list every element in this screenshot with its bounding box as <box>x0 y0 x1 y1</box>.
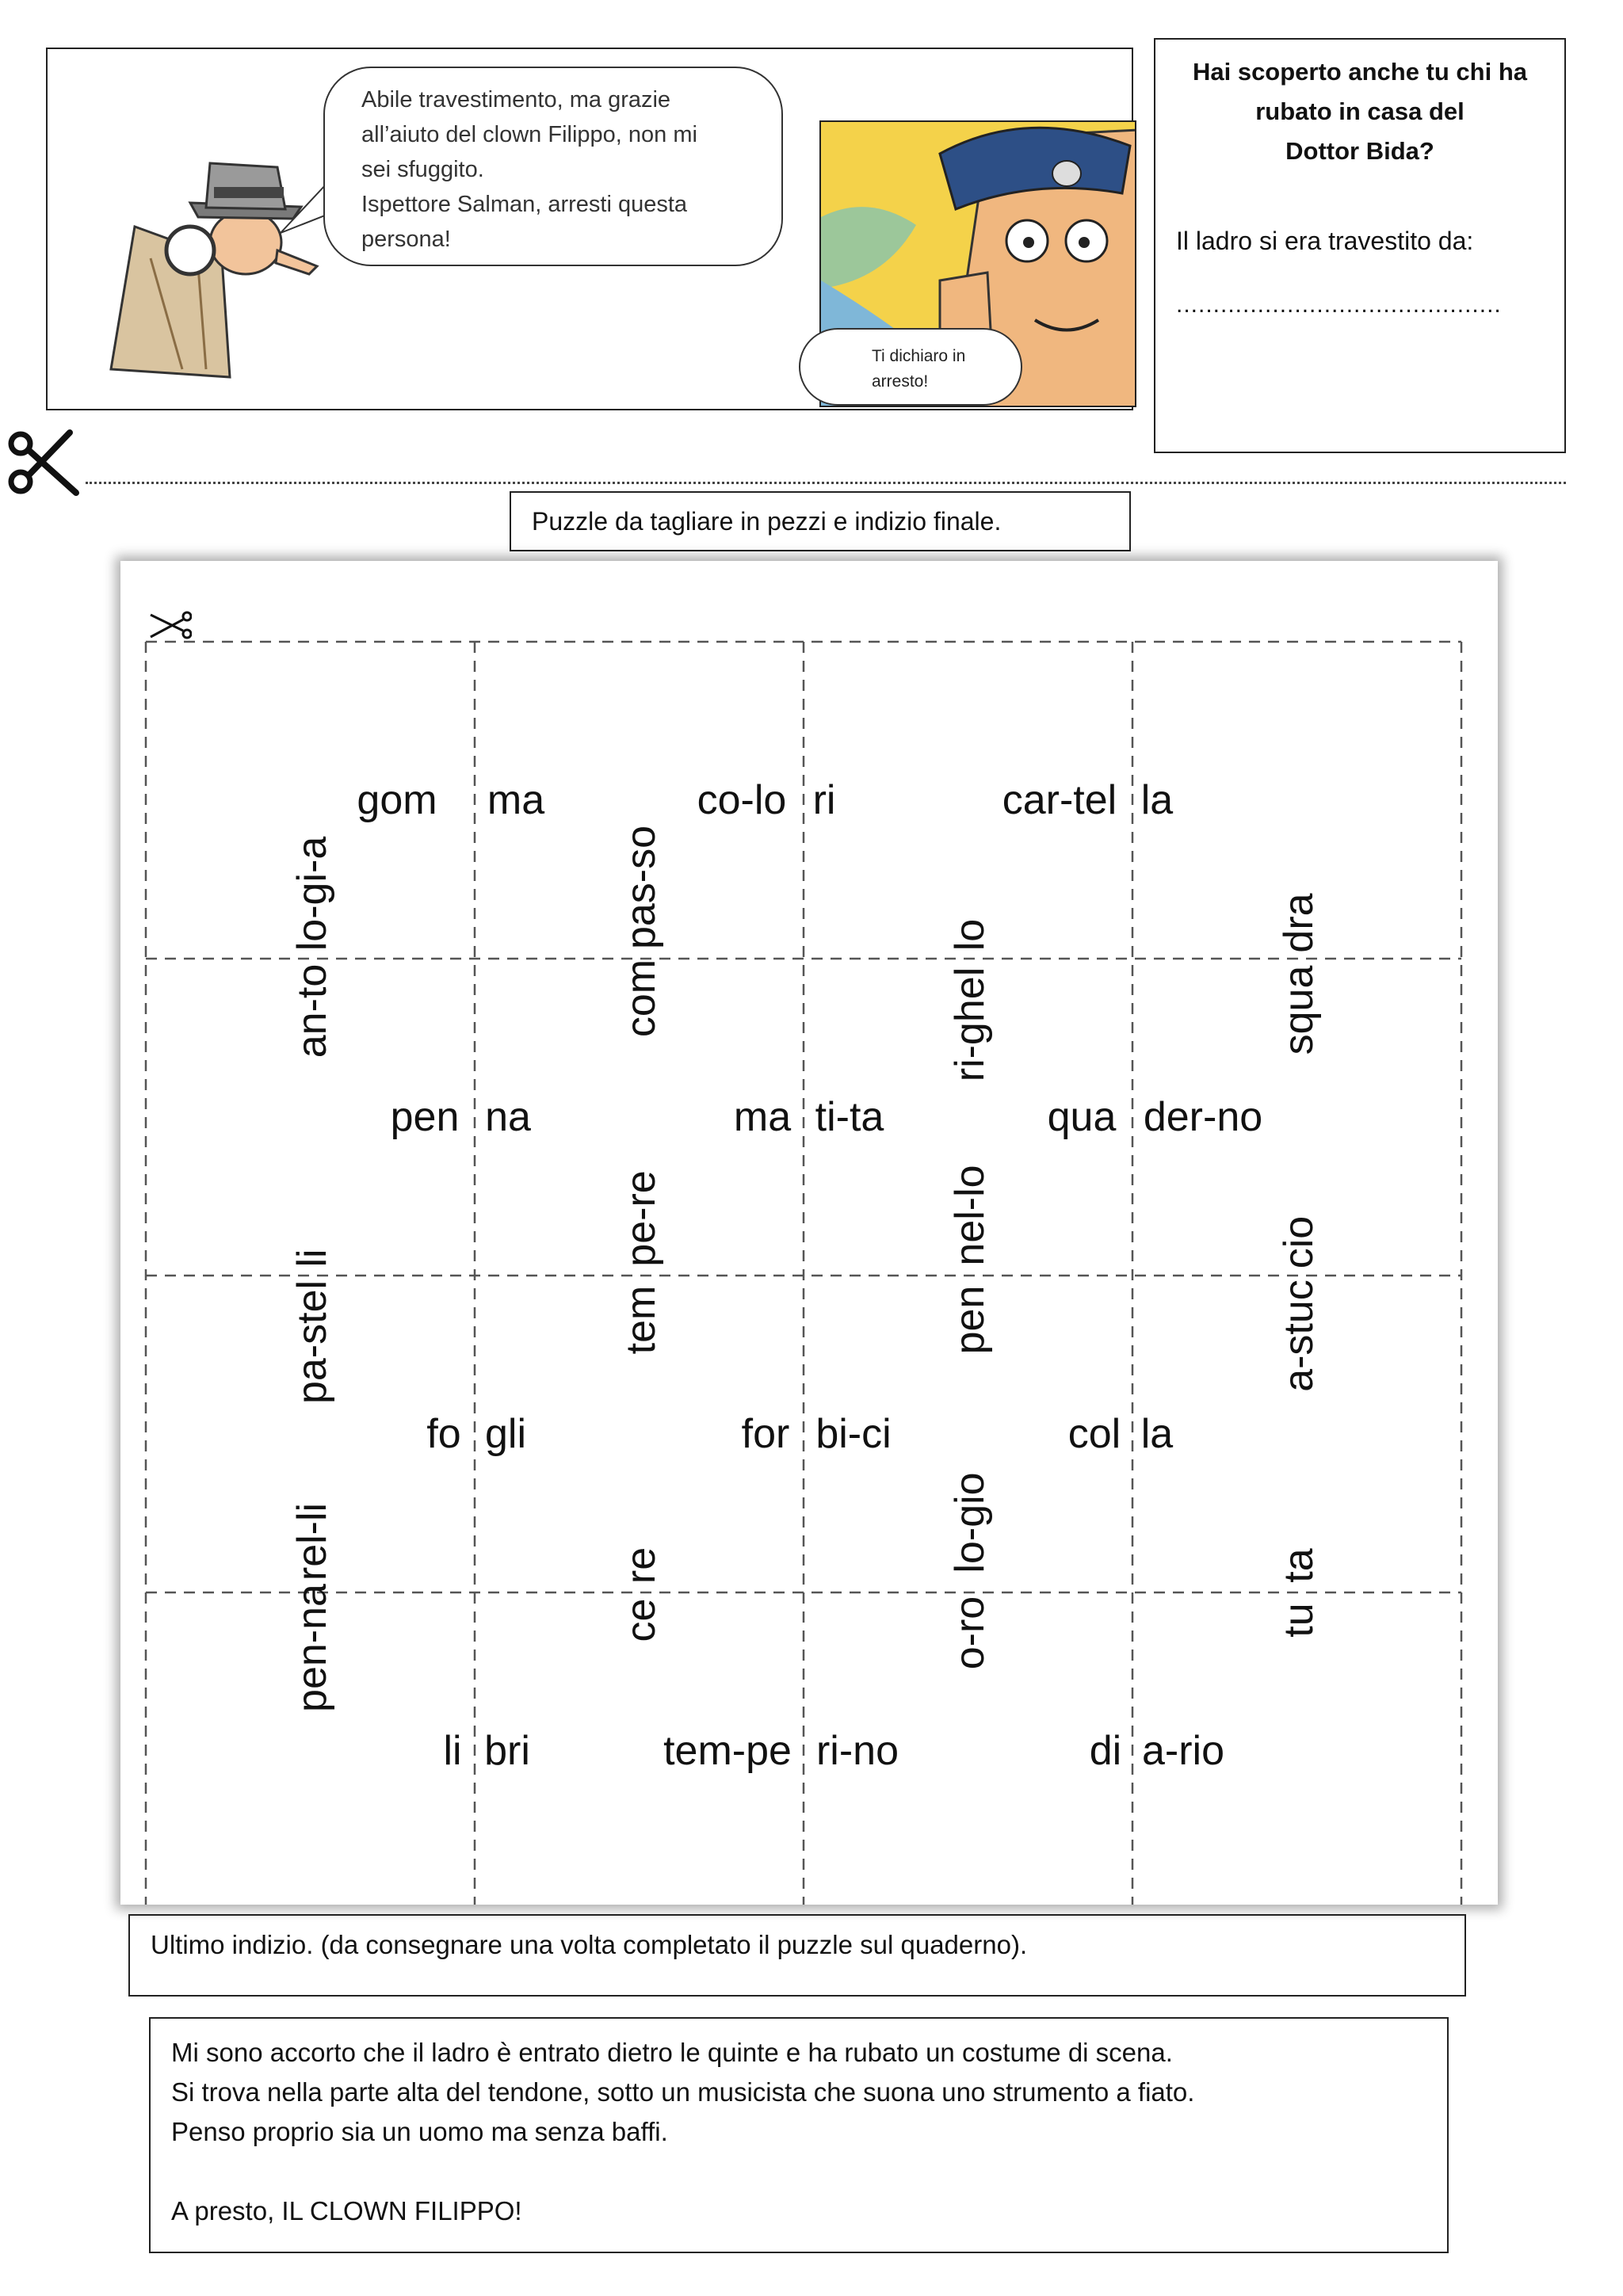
word-half-right: bi-ci <box>815 1411 892 1457</box>
speech-line: all’aiuto del clown Filippo, non mi <box>361 122 697 147</box>
message-line: Mi sono accorto che il ladro è entrato dietro le quinte e ha rubato un costume di scena. <box>171 2038 1173 2067</box>
cut-line <box>86 482 1566 484</box>
word-half-left: for <box>741 1411 790 1457</box>
question-title <box>1155 52 1564 171</box>
word-half-bottom: o-ro <box>947 1596 993 1670</box>
answer-blank[interactable]: ............................................ <box>1176 292 1502 318</box>
word-half-left: gom <box>357 777 437 823</box>
answer-prompt: Il ladro si era travestito da: <box>1176 227 1474 255</box>
word-half-bottom: pa-stel <box>289 1280 335 1405</box>
word-half-left: tem-pe <box>663 1728 792 1774</box>
word-half-top: rel-li <box>289 1502 335 1581</box>
word-half-left: fo <box>426 1411 461 1457</box>
word-half-right: ri <box>812 777 836 823</box>
word-half-right: a-rio <box>1141 1728 1225 1774</box>
word-half-bottom: a-stuc <box>1276 1280 1322 1392</box>
last-clue-message-box <box>149 2017 1449 2253</box>
word-half-bottom: com <box>618 959 664 1038</box>
word-half-right: ma <box>487 777 545 823</box>
word-half-top: li <box>289 1249 335 1268</box>
word-half-top: dra <box>1276 893 1322 953</box>
word-half-top: pe-re <box>618 1170 664 1267</box>
word-half-top: lo <box>947 918 993 952</box>
word-half-right: na <box>485 1094 531 1140</box>
word-half-left: di <box>1089 1728 1122 1774</box>
word-half-right: der-no <box>1143 1094 1263 1140</box>
speech-line: Abile travestimento, ma grazie <box>361 87 671 113</box>
puzzle-caption-box <box>510 491 1131 551</box>
speech-line: Ispettore Salman, arresti questa <box>361 192 688 217</box>
message-line <box>171 2152 1194 2191</box>
speech-line: persona! <box>361 227 451 252</box>
detective-illustration <box>63 132 325 393</box>
word-half-right: ri-no <box>815 1728 899 1774</box>
speech-line: sei sfuggito. <box>361 157 484 182</box>
word-half-left: car-tel <box>1002 777 1117 823</box>
message-signature: A presto, IL CLOWN FILIPPO! <box>171 2196 522 2225</box>
word-half-left: col <box>1067 1411 1121 1457</box>
question-line: Dottor Bida? <box>1285 137 1434 165</box>
word-half-bottom: ri-ghel <box>947 967 993 1082</box>
message-line: Si trova nella parte alta del tendone, sotto un musicista che suona uno strumento a fiato. <box>171 2077 1195 2107</box>
last-clue-title-box <box>128 1914 1466 1997</box>
question-line: Hai scoperto anche tu chi ha <box>1192 58 1528 86</box>
question-box <box>1154 38 1566 453</box>
puzzle-caption: Puzzle da tagliare in pezzi e indizio finale. <box>532 507 1002 536</box>
police-speech-bubble <box>799 328 1022 406</box>
word-half-left: qua <box>1047 1094 1117 1140</box>
word-half-left: pen <box>390 1094 460 1140</box>
small-scissors-icon <box>147 610 192 642</box>
word-half-right: la <box>1140 777 1174 823</box>
word-half-bottom: an-to <box>289 963 335 1058</box>
word-half-bottom: ce <box>618 1598 664 1642</box>
speech-line: arresto! <box>872 372 929 391</box>
word-half-right: ti-ta <box>815 1094 884 1140</box>
word-half-left: ma <box>733 1094 792 1140</box>
question-line: rubato in casa del <box>1255 97 1465 125</box>
word-half-top: cio <box>1276 1215 1322 1269</box>
word-half-right: gli <box>484 1411 527 1457</box>
word-half-bottom: pen-na <box>289 1584 335 1712</box>
word-half-top: re <box>618 1547 664 1585</box>
word-half-bottom: pen <box>947 1285 993 1355</box>
speech-line: Ti dichiaro in <box>872 347 966 365</box>
word-half-top: pas-so <box>618 825 664 950</box>
puzzle-sheet <box>120 561 1498 1905</box>
detective-speech-bubble <box>323 67 783 266</box>
word-half-top: nel-lo <box>947 1165 993 1266</box>
word-half-bottom: tu <box>1276 1603 1322 1638</box>
word-half-left: li <box>443 1728 462 1774</box>
message-line: Penso proprio sia un uomo ma senza baffi. <box>171 2117 668 2146</box>
word-half-right: bri <box>484 1728 530 1774</box>
word-half-top: ta <box>1276 1548 1322 1583</box>
last-clue-title: Ultimo indizio. (da consegnare una volta completato il puzzle sul quaderno). <box>151 1930 1028 1959</box>
word-half-top: lo-gio <box>947 1472 993 1573</box>
word-half-top: lo-gi-a <box>289 836 335 952</box>
word-half-bottom: tem <box>618 1285 664 1355</box>
word-half-right: la <box>1140 1411 1174 1457</box>
scissors-icon <box>6 426 79 499</box>
word-half-left: co-lo <box>697 777 787 823</box>
word-half-bottom: squa <box>1276 965 1322 1055</box>
